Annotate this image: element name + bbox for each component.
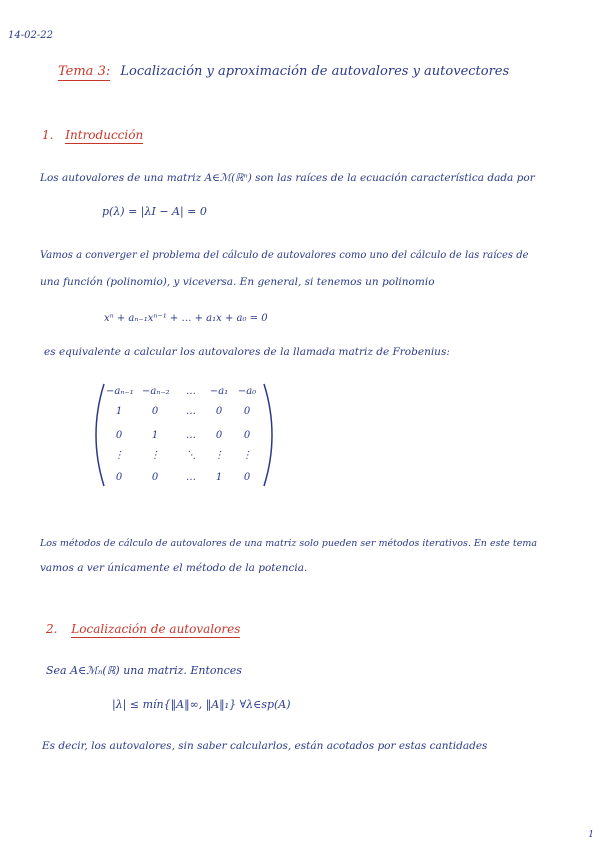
matrix-cell: 0 [215,406,223,417]
matrix-cell: … [186,472,196,483]
matrix-cell: ⋮ [150,450,160,461]
matrix-cell: 0 [151,406,159,417]
matrix-cell: −aₙ₋₂ [142,386,170,397]
section2-number: 2. [46,622,58,636]
matrix-cell: −a₁ [209,386,229,397]
matrix-cell: ⋱ [186,450,196,461]
matrix-cell: 0 [243,430,251,441]
matrix-cell: −aₙ₋₁ [106,386,134,397]
matrix-cell: 0 [243,406,251,417]
matrix-cell: 1 [215,472,223,483]
matrix-cell: 0 [151,472,159,483]
matrix-cell: 0 [115,472,123,483]
section1-para2-line1: Vamos a converger el problema del cálculo de autovalores como uno del cálculo de las raíces de [40,250,529,261]
section1-para2-line2: una función (polinomio), y viceversa. En general, si tenemos un polinomio [40,276,435,288]
section1-eq1: p(λ) = |λI − A| = 0 [102,205,207,218]
section2-header [46,622,240,636]
section1-para4-line1: Los métodos de cálculo de autovalores de una matriz solo pueden ser métodos iterativos. En este tema [40,538,538,549]
section2-para2: Es decir, los autovalores, sin saber calcularlos, están acotados por estas cantidades [42,740,488,752]
matrix-cell: 1 [151,430,159,441]
section1-para4-line2: vamos a ver únicamente el método de la potencia. [40,562,308,574]
matrix-cell: … [186,386,196,397]
matrix-cell: ⋮ [214,450,224,461]
section1-para1: Los autovalores de una matriz A∈ℳ(ℝⁿ) son las raíces de la ecuación característica dada por [40,172,535,184]
page-number: 1 [588,830,594,840]
page-title [58,64,509,79]
section1-para3: es equivalente a calcular los autovalores de la llamada matriz de Frobenius: [44,346,450,358]
section2-heading: Localización de autovalores [71,622,241,636]
title-text: Localización y aproximación de autovalores y autovectores [120,64,510,79]
frobenius-matrix [92,380,278,488]
matrix-cell: … [186,406,196,417]
matrix-cell: 0 [243,472,251,483]
matrix-cell: −a₀ [237,386,257,397]
matrix-cell: ⋮ [114,450,124,461]
section1-eq2: xⁿ + aₙ₋₁xⁿ⁻¹ + … + a₁x + a₀ = 0 [104,313,268,324]
section1-heading: Introducción [65,128,144,142]
section2-eq1: |λ| ≤ mín{‖A‖∞, ‖A‖₁} ∀λ∈sp(A) [112,698,291,711]
date: 14-02-22 [8,30,53,41]
matrix-cell: … [186,430,196,441]
matrix-cell: ⋮ [242,450,252,461]
matrix-cell: 0 [215,430,223,441]
matrix-cell: 1 [115,406,123,417]
matrix-cell: 0 [115,430,123,441]
section1-header [42,128,143,142]
section2-para1: Sea A∈ℳₙ(ℝ) una matriz. Entonces [46,664,242,677]
section1-number: 1. [42,128,54,142]
title-prefix: Tema 3: [58,64,111,79]
